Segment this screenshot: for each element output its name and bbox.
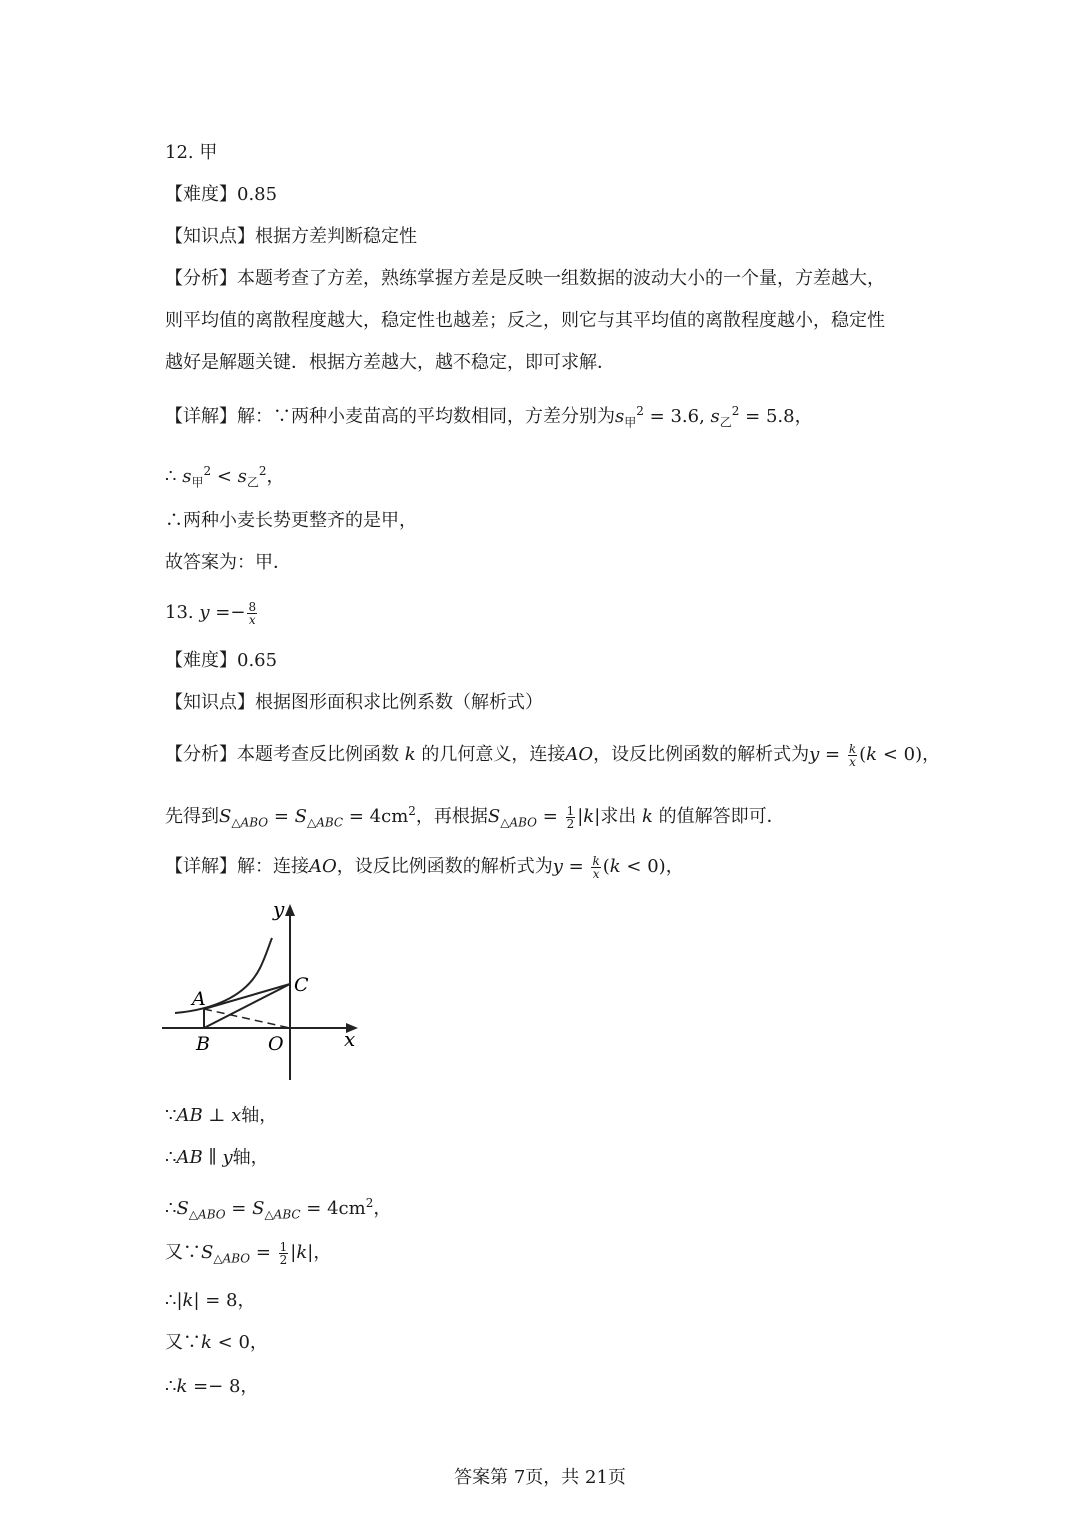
q12-step3: ∴两种小麦长势更整齐的是甲， bbox=[165, 510, 417, 531]
q13-step4: 又$\because S_{\triangle ABO}$ = $\frac{1}{2}$ |k|， bbox=[165, 1239, 332, 1267]
q12-difficulty bbox=[165, 182, 277, 208]
q13-step2: ∴AB ∥ y轴， bbox=[165, 1147, 269, 1168]
q13-answer-fraction: $\frac{8}{x}$ bbox=[248, 599, 257, 627]
q12-answer: 甲 bbox=[199, 142, 218, 163]
y-axis-arrow bbox=[285, 904, 295, 916]
val-jia: 3.6 bbox=[670, 406, 700, 427]
q12-detail: 【详解】解：∵两种小麦苗高的平均数相同，方差分别为$s_甲^2 = 3.6$, $s_乙^2 = 5.8$， bbox=[165, 404, 813, 430]
q13-detail: 【详解】解：连接AO，设反比例函数的解析式为y = $\frac{k}{x}$ (k < 0)， bbox=[165, 853, 684, 881]
page-footer: 答案第 7页，共 21页 bbox=[454, 1467, 626, 1488]
label-o: O bbox=[268, 1033, 284, 1055]
q13-analysis-line2: 先得到$S_{\triangle ABO} = S_{\triangle ABC} = 4cm^2$，再根据$S_{\triangle ABO}$ = $\frac{1}{2}$ |k|求出 k 的值解答即可． bbox=[165, 803, 785, 831]
analysis-text: 本题考查了方差，熟练掌握方差是反映一组数据的波动大小的一个量，方差越大， bbox=[237, 268, 885, 289]
q13-step3: $\therefore S_{\triangle ABO} = S_{\triangle ABC} = 4cm^2$， bbox=[165, 1196, 392, 1222]
q13-step6: 又∵k < 0， bbox=[165, 1332, 268, 1353]
q13-knowledge: 【知识点】根据图形面积求比例系数（解析式） bbox=[165, 692, 543, 713]
q13-step5: ∴|k| = 8， bbox=[165, 1290, 256, 1311]
coordinate-figure bbox=[160, 898, 365, 1084]
q12-analysis-line2: 则平均值的离散程度越大，稳定性也越差；反之，则它与其平均值的离散程度越小，稳定性 bbox=[165, 310, 885, 331]
q13-number: 13. bbox=[165, 602, 194, 623]
q13-difficulty: 【难度】0.65 bbox=[165, 650, 278, 671]
analysis-label: 【分析】 bbox=[165, 268, 237, 289]
q13-step1: ∵AB ⊥ x轴， bbox=[165, 1105, 278, 1126]
detail-intro: 解：∵两种小麦苗高的平均数相同，方差分别为 bbox=[237, 406, 615, 427]
label-a: A bbox=[192, 988, 206, 1010]
q12-analysis-line3: 越好是解题关键．根据方差越大，越不稳定，即可求解． bbox=[165, 352, 615, 373]
label-c: C bbox=[294, 974, 309, 996]
val-yi: 5.8 bbox=[765, 406, 795, 427]
q12-header bbox=[165, 140, 217, 166]
q12-step2: ∴ $s_甲^2 < s_乙^2$， bbox=[165, 464, 285, 490]
difficulty-label: 【难度】 bbox=[165, 184, 237, 205]
label-y: y bbox=[273, 898, 285, 921]
label-x: x bbox=[344, 1027, 356, 1051]
q12-knowledge bbox=[165, 224, 417, 250]
q13-header: 13. y =− $\frac{8}{x}$ bbox=[165, 599, 257, 627]
q12-analysis-line1 bbox=[165, 266, 885, 292]
segment-ao-dashed bbox=[204, 1009, 290, 1028]
label-b: B bbox=[196, 1033, 210, 1055]
knowledge-label: 【知识点】 bbox=[165, 226, 255, 247]
sub-jia: 甲 bbox=[624, 415, 637, 430]
knowledge-text: 根据方差判断稳定性 bbox=[255, 226, 417, 247]
difficulty-value: 0.85 bbox=[237, 184, 278, 205]
q12-step4: 故答案为：甲． bbox=[165, 552, 291, 573]
q13-step7: ∴k =− 8， bbox=[165, 1376, 259, 1397]
sub-yi: 乙 bbox=[719, 415, 732, 430]
q12-number: 12. bbox=[165, 142, 194, 163]
detail-label: 【详解】 bbox=[165, 406, 237, 427]
q13-analysis-line1: 【分析】本题考查反比例函数 k 的几何意义，连接AO，设反比例函数的解析式为y = $\frac{k}{x}$ (k < 0)， bbox=[165, 741, 941, 769]
